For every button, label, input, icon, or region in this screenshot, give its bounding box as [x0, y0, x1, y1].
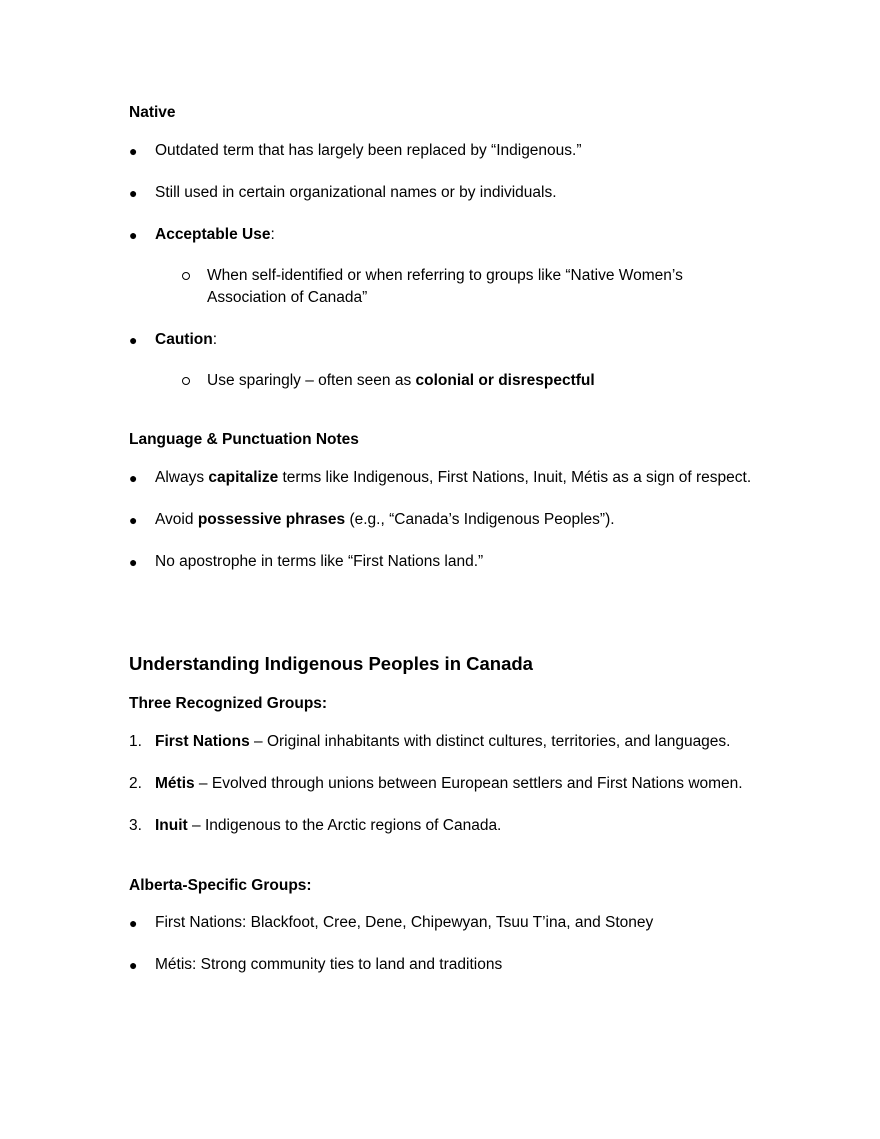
bullet-icon: ● [129, 185, 138, 201]
caution-sub-bold: colonial or disrespectful [415, 372, 595, 389]
list-item-acceptable-use [155, 225, 275, 245]
page-title: Understanding Indigenous Peoples in Canada [129, 653, 533, 674]
section-heading-groups: Three Recognized Groups: [129, 695, 328, 712]
bullet-icon: ● [129, 227, 138, 243]
numbered-item [155, 816, 501, 836]
item-text: No apostrophe in terms like “First Nations land.” [155, 553, 484, 570]
list-item: Outdated term that has largely been replaced by “Indigenous.” [155, 142, 582, 159]
list-number: 3. [129, 817, 142, 834]
caution-label: Caution [155, 331, 213, 348]
caution-suffix: : [212, 331, 217, 348]
numbered-item [155, 774, 743, 794]
list-item: Métis: Strong community ties to land and traditions [155, 956, 503, 973]
acceptable-use-label: Acceptable Use [155, 226, 271, 243]
hollow-bullet-icon [182, 272, 190, 280]
bullet-icon: ● [129, 512, 138, 528]
list-item [155, 510, 615, 530]
hollow-bullet-icon [182, 377, 190, 385]
item-text: – Original inhabitants with distinct cultures, territories, and languages. [249, 733, 731, 750]
bullet-icon: ● [129, 143, 138, 159]
list-number: 1. [129, 733, 142, 750]
list-item-caution [155, 330, 217, 350]
item-text: – Indigenous to the Arctic regions of Canada. [187, 817, 502, 834]
item-bold: possessive phrases [197, 511, 346, 528]
caution-sub-text: Use sparingly – often seen as [207, 372, 416, 389]
item-text: Avoid [155, 511, 198, 528]
section-heading-native: Native [129, 104, 176, 121]
item-text: Always [155, 469, 209, 486]
item-bold: First Nations [155, 733, 250, 750]
item-bold: Métis [155, 775, 195, 792]
list-item [155, 552, 483, 572]
bullet-icon: ● [129, 554, 138, 570]
sub-list-item-line: When self-identified or when referring to groups like “Native Women’s [207, 267, 683, 284]
item-bold: Inuit [155, 817, 188, 834]
item-bold: capitalize [208, 469, 279, 486]
bullet-icon: ● [129, 957, 138, 973]
bullet-icon: ● [129, 915, 138, 931]
item-text: terms like Indigenous, First Nations, Inuit, Métis as a sign of respect. [278, 469, 752, 486]
section-heading-alberta: Alberta-Specific Groups: [129, 877, 312, 894]
numbered-item [155, 732, 730, 752]
list-number: 2. [129, 775, 142, 792]
bullet-icon: ● [129, 332, 138, 348]
list-item: Still used in certain organizational names or by individuals. [155, 184, 557, 201]
bullet-icon: ● [129, 470, 138, 486]
acceptable-use-suffix: : [270, 226, 275, 243]
item-text: (e.g., “Canada’s Indigenous Peoples”). [345, 511, 615, 528]
list-item: First Nations: Blackfoot, Cree, Dene, Chipewyan, Tsuu T’ina, and Stoney [155, 914, 654, 931]
sub-list-item-line: Association of Canada” [207, 289, 368, 306]
sub-list-item-caution [207, 371, 595, 391]
section-heading-language: Language & Punctuation Notes [129, 431, 359, 448]
item-text: – Evolved through unions between European settlers and First Nations women. [194, 775, 743, 792]
list-item [155, 468, 751, 488]
